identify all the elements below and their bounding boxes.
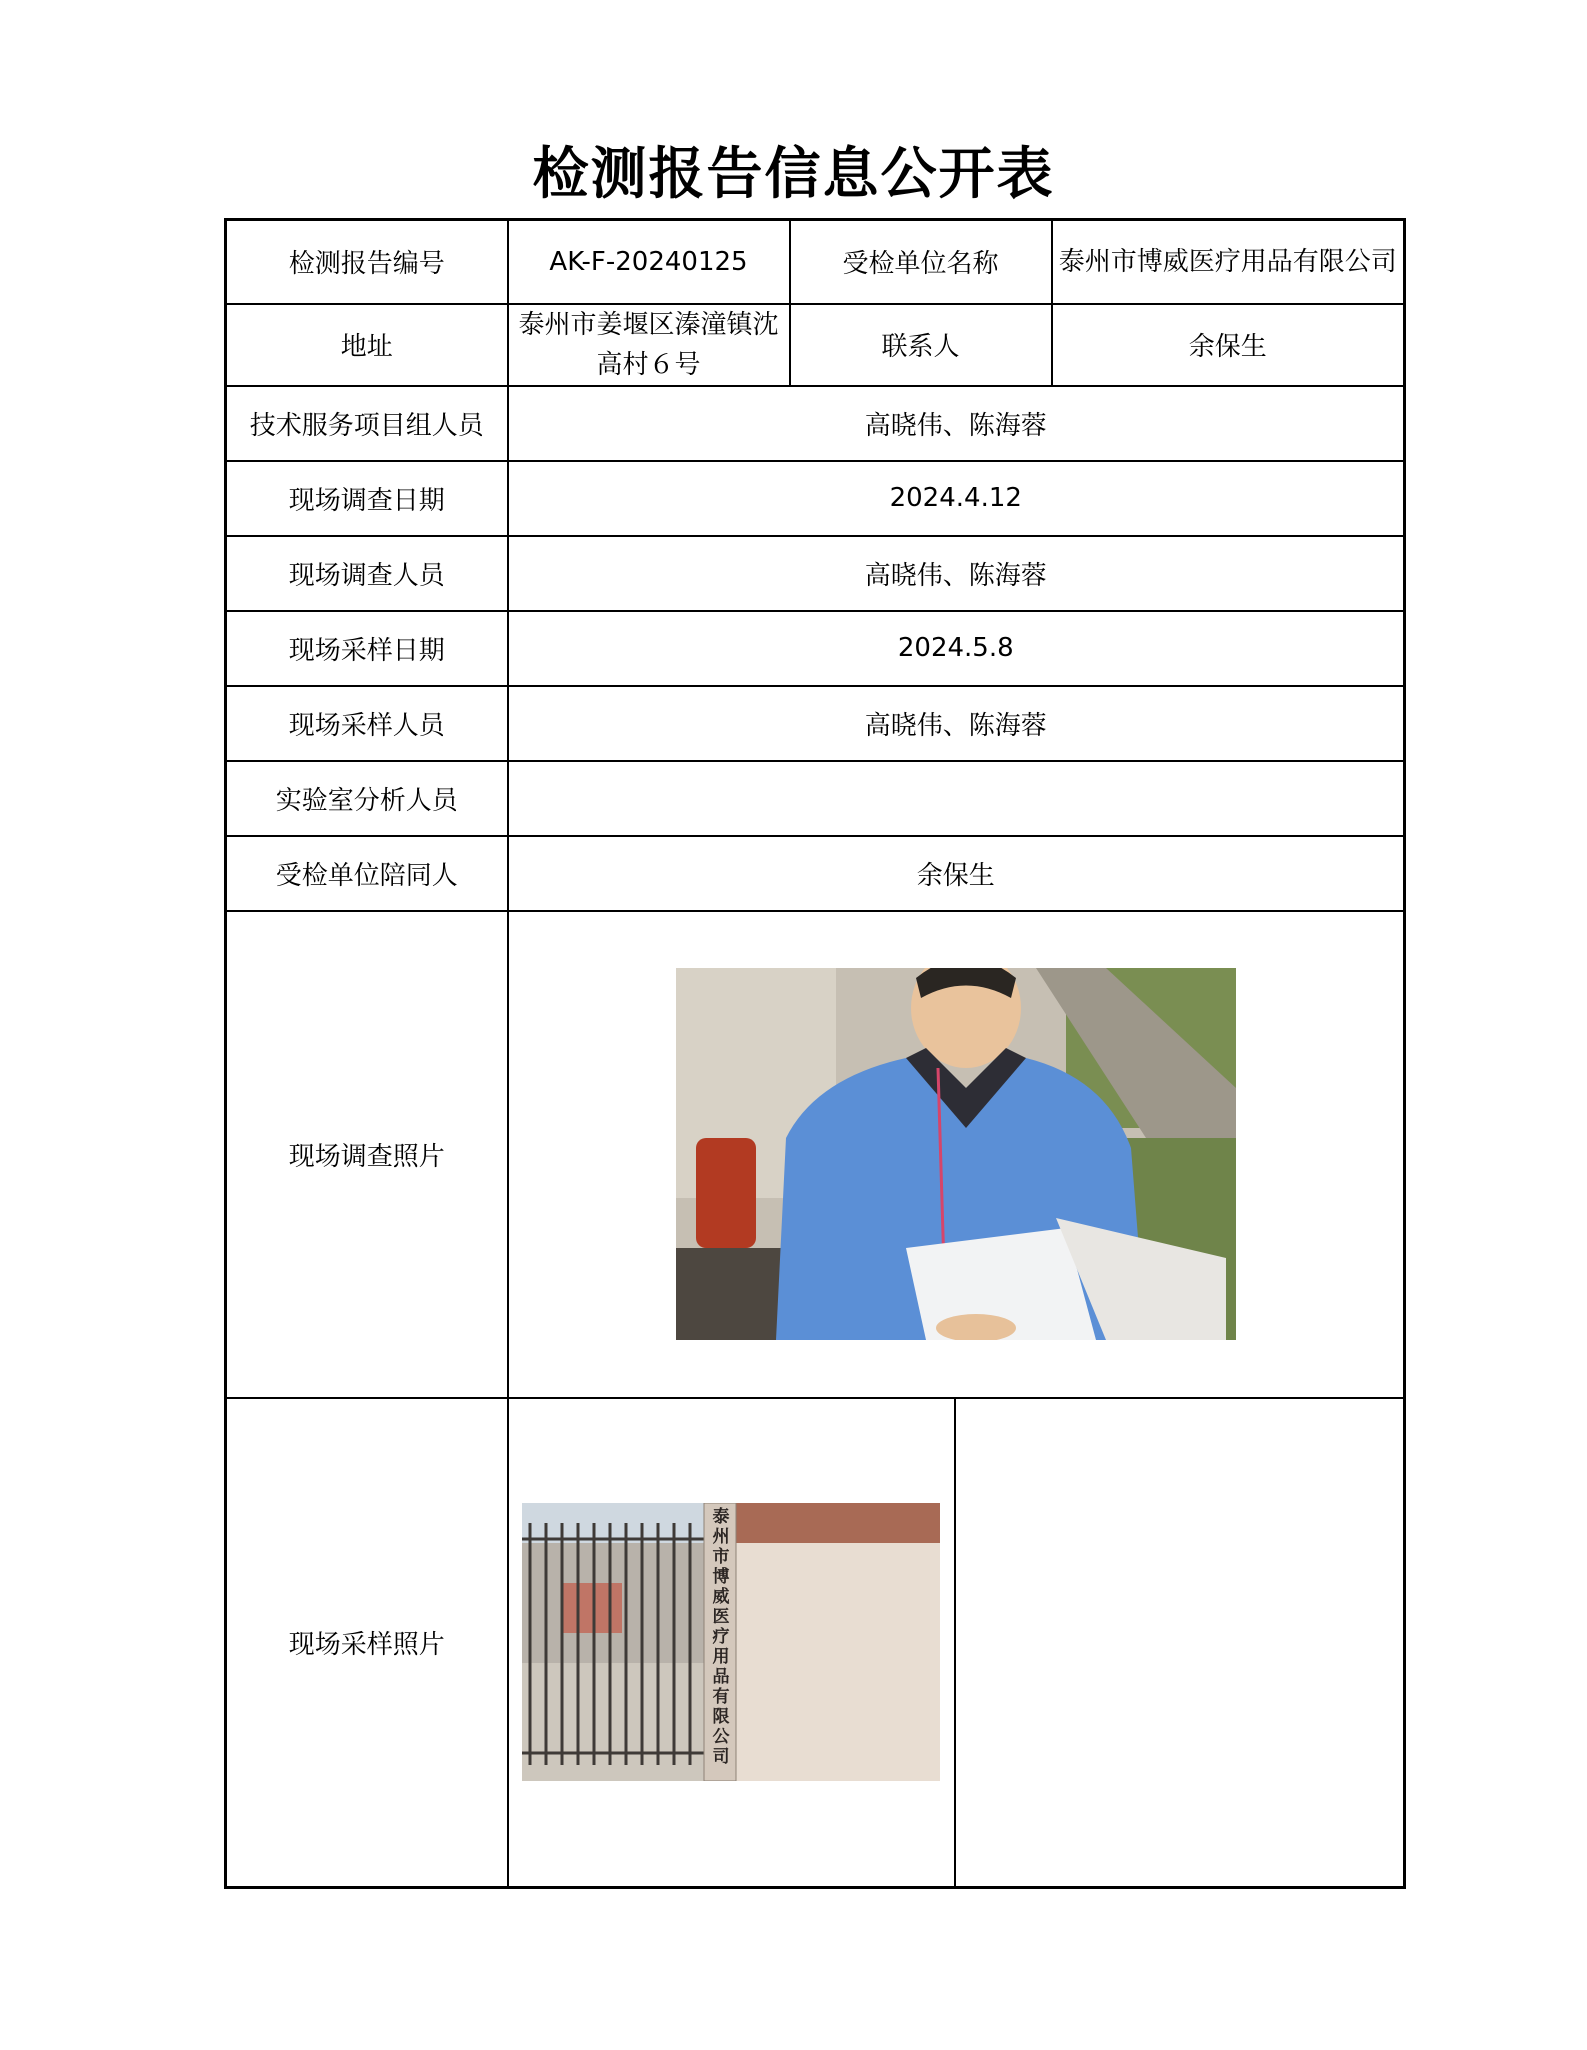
table-row <box>226 386 1405 461</box>
table-row <box>226 686 1405 761</box>
report-info-table <box>224 218 1406 1889</box>
sampling-photo-image <box>522 1503 940 1781</box>
table-row <box>226 220 1405 304</box>
escort-label: 受检单位陪同人 <box>226 836 508 911</box>
surveyors-value: 高晓伟、陈海蓉 <box>508 536 1405 611</box>
survey-date-label: 现场调查日期 <box>226 461 508 536</box>
table-row <box>226 461 1405 536</box>
table-row <box>226 536 1405 611</box>
report-no-label: 检测报告编号 <box>226 220 508 304</box>
table-row <box>226 611 1405 686</box>
survey-photo <box>676 968 1236 1340</box>
empty-photo-cell <box>955 1398 1405 1888</box>
unit-name-value: 泰州市博威医疗用品有限公司 <box>1052 220 1405 304</box>
table-row <box>226 304 1405 386</box>
table-row <box>226 1398 1405 1888</box>
lab-analyst-label: 实验室分析人员 <box>226 761 508 836</box>
sampling-photo <box>522 1503 940 1781</box>
escort-value: 余保生 <box>508 836 1405 911</box>
report-no-value: AK-F-20240125 <box>508 220 790 304</box>
contact-label: 联系人 <box>790 304 1052 386</box>
survey-photo-image <box>676 968 1236 1340</box>
sampling-photo-label: 现场采样照片 <box>226 1398 508 1888</box>
sampling-date-value: 2024.5.8 <box>508 611 1405 686</box>
surveyors-label: 现场调查人员 <box>226 536 508 611</box>
samplers-label: 现场采样人员 <box>226 686 508 761</box>
lab-analyst-value <box>508 761 1405 836</box>
team-label: 技术服务项目组人员 <box>226 386 508 461</box>
survey-photo-label: 现场调查照片 <box>226 911 508 1398</box>
table-row <box>226 911 1405 1398</box>
page-title: 检测报告信息公开表 <box>532 142 1055 207</box>
address-label: 地址 <box>226 304 508 386</box>
sampling-photo-cell <box>508 1398 955 1888</box>
survey-photo-cell <box>508 911 1405 1398</box>
unit-name-label: 受检单位名称 <box>790 220 1052 304</box>
table-row <box>226 836 1405 911</box>
team-value: 高晓伟、陈海蓉 <box>508 386 1405 461</box>
survey-date-value: 2024.4.12 <box>508 461 1405 536</box>
table-row <box>226 761 1405 836</box>
samplers-value: 高晓伟、陈海蓉 <box>508 686 1405 761</box>
contact-value: 余保生 <box>1052 304 1405 386</box>
company-sign: 泰州市博威医疗用品有限公司 <box>712 1507 730 1768</box>
sampling-date-label: 现场采样日期 <box>226 611 508 686</box>
address-value: 泰州市姜堰区溱潼镇沈高村６号 <box>508 304 790 386</box>
